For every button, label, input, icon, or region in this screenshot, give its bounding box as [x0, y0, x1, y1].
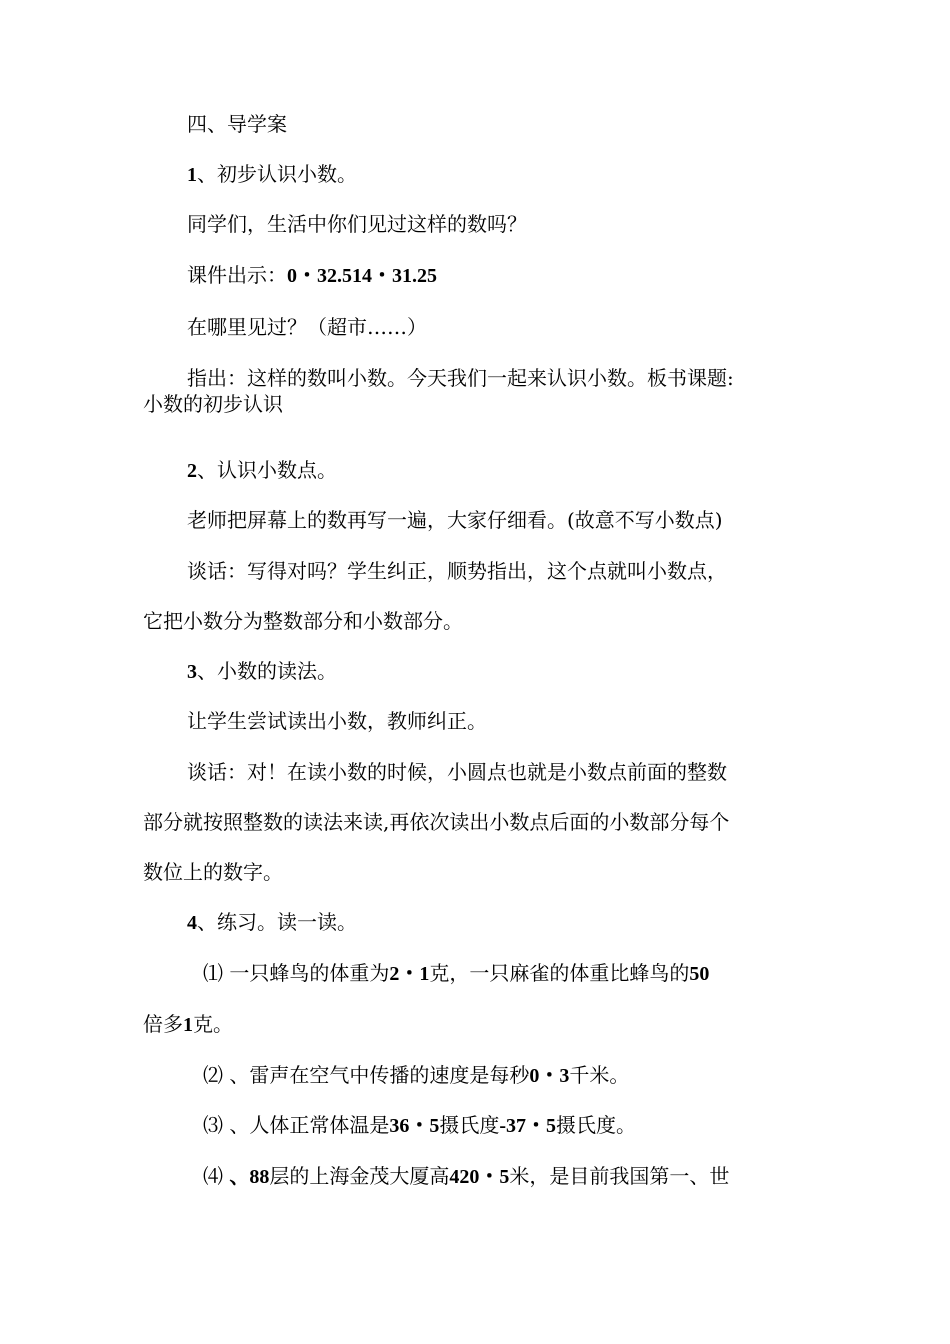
- paragraph-talk-2-end: 数位上的数字。: [143, 860, 283, 884]
- heading-1: 1、初步认识小数。: [187, 162, 357, 186]
- paragraph-rewrite: 老师把屏幕上的数再写一遍，大家仔细看。(故意不写小数点): [187, 508, 723, 532]
- exercise-4: ⑷ 、88层的上海金茂大厦高420・5米，是目前我国第一、世: [203, 1164, 730, 1188]
- paragraph-talk-2-cont: 部分就按照整数的读法来读,再依次读出小数点后面的小数部分每个: [143, 810, 730, 834]
- paragraph-where: 在哪里见过？（超市……）: [187, 315, 427, 339]
- paragraph-talk-1: 谈话：写得对吗？学生纠正，顺势指出，这个点就叫小数点，: [187, 559, 727, 583]
- exercise-3: ⑶ 、人体正常体温是36・5摄氏度-37・5摄氏度。: [203, 1113, 637, 1137]
- paragraph-point-out: 指出：这样的数叫小数。今天我们一起来认识小数。板书课题:: [187, 366, 734, 390]
- paragraph-point-out-cont: 小数的初步认识: [143, 392, 283, 416]
- exercise-1-cont: 倍多1克。: [143, 1012, 233, 1036]
- paragraph-talk-2: 谈话：对！在读小数的时候，小圆点也就是小数点前面的整数: [187, 760, 727, 784]
- paragraph-show: 课件出示：0・32.514・31.25: [187, 263, 437, 287]
- heading-3: 3、小数的读法。: [187, 659, 337, 683]
- heading-4: 4、练习。读一读。: [187, 910, 357, 934]
- section-title: 四、导学案: [187, 112, 287, 136]
- paragraph-question: 同学们，生活中你们见过这样的数吗？: [187, 212, 527, 236]
- exercise-1: ⑴ 一只蜂鸟的体重为2・1克，一只麻雀的体重比蜂鸟的50: [203, 961, 710, 985]
- heading-2: 2、认识小数点。: [187, 458, 337, 482]
- paragraph-talk-1-cont: 它把小数分为整数部分和小数部分。: [143, 609, 463, 633]
- paragraph-try-read: 让学生尝试读出小数，教师纠正。: [187, 709, 487, 733]
- exercise-2: ⑵ 、雷声在空气中传播的速度是每秒0・3千米。: [203, 1063, 630, 1087]
